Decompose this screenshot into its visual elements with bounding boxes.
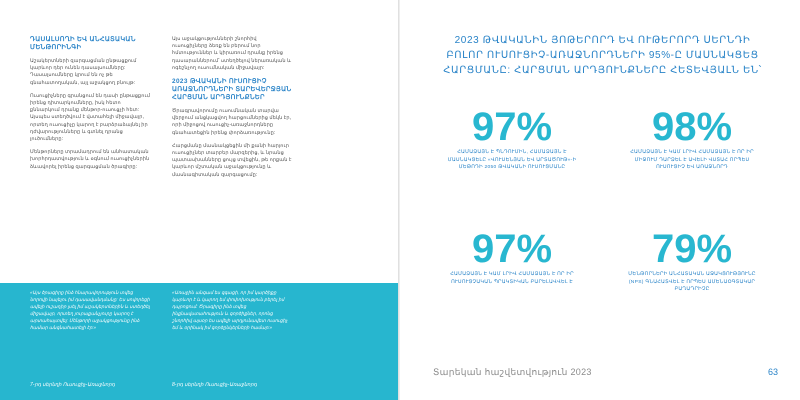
page-footer: Տարեկան հաշվետվություն 2023 — [433, 367, 592, 377]
stat-caption: ՀԱՄԱՁԱՅՆ Է ԿԱՄ ԼՐԻՎ ՀԱՄԱՁԱՅՆ Է ՈՐ ԻՐ ՈՒՍՈՒՑՉԱԿԱՆ ՊՐԱԿՏԻԿԱՆ ԲԱՐԵԼԱՎՎԵԼ Է — [450, 272, 574, 285]
body-paragraph: Մենթորները տրամադրում են անհատական խորհրդատվություն և օգնում ուսուցիչներին ձևավորել իրենց զարգացման ծրագիրը: — [30, 149, 150, 170]
body-paragraph: Ուսուցիչները գրանցում են դասի ընթացքում իրենց դիտարկումները, իսկ հետո քննարկում դրանք մենթոր-ուսուցչի հետ: Այսպես ստեղծվում է վստահելի միջավայր, որտեղ ուսուցիչը կարող է բարձրաձայնել իր դժվարությունները և գտնել դրանց լուծումները: — [30, 92, 150, 143]
testimonial-attribution: 8-րդ սերնդի Ուսուցիչ-Առաջնորդ — [172, 382, 257, 388]
stat-block — [442, 105, 582, 172]
stat-caption: ՀԱՄԱՁԱՅՆ Է ՊՆԴՈՒՄԻՆ, ՀԱՄԱՁԱՅՆ Է ՄԱՍՆԱԿՑԵԼԸ «ՎՈՒՍԵՆՅԱՆ ԵՎ ԱՐՏԱԾՈՒԹ»-Ի ՄԵԹՈԴԻ 2050 ԹՎԱԿԱՆԻ ՈՒՍՈՒՑՄԱՆԸ — [447, 150, 577, 171]
stat-block — [622, 105, 762, 172]
stat-value: 97% — [471, 227, 553, 271]
body-paragraph: Աշակերտների զարգացման ընթացքում կարևոր դեր ունեն դասալսումները: Դասալսումները կրում են ոչ թե գնահատողական, այլ աջակցող բնույթ: — [30, 58, 137, 86]
stat-caption: ՀԱՄԱՁԱՅՆ Է ԿԱՄ ԼՐԻՎ ՀԱՄԱՁԱՅՆ Է ՈՐ ԻՐ ՄԻՋՈՒՄ ԴԱՐՁԵԼ Է ԱՎԵԼԻ ՎՍՏԱՀ ՈՐՊԵՍ ՈՒՍՈՒՑԻՉ ԵՎ ԱՌԱՋՆՈՐԴ — [630, 150, 754, 171]
body-paragraph: Այս աջակցությունների շնորհիվ ուսուցիչները ձեռք են բերում նոր հմտություններ և կիրառում դրանք իրենց դասարաններում՝ ստեղծելով ներառական և ոգեշնչող ուսումնական միջավայր: — [172, 36, 292, 71]
page-number: 63 — [767, 367, 778, 377]
text-column-2 — [172, 36, 292, 185]
testimonial-quote: «Առաջին անգամ ես զգացի, որ իմ կարծիքը կարևոր է և կարող եմ փոփոխություն բերել իմ դպրոցում: Ծրագիրը ինձ տվեց ինքնավստահություն և գործիքներ, որոնց շնորհիվ այսօր ես ավելի արդյունավետ ուսուցիչ եմ և օրինակ իմ գործընկերների համար:» — [172, 290, 288, 331]
stat-value: 79% — [651, 227, 733, 271]
stat-caption: ՄԵՆԹՈՐՆԵՐԻ ԱՆՀԱՏԱԿԱՆ ԱՋԱԿՑՈՒԹՅՈՒՆԸ (NPS) ԳՆԱՀԱՏՎԵԼ Է ՈՐՊԵՍ ԱՄԵՆԱՕԳՏԱԿԱՐ ԲԱՂԱԴՐԻՉԸ — [628, 272, 756, 293]
testimonial-attribution: 7-րդ սերնդի Ուսուցիչ-Առաջնորդ — [30, 382, 115, 388]
stat-block — [622, 227, 762, 294]
body-paragraph: Ծրագրավորումը ուսումնական տարվա վերջում անցկացվող հարցումներից մեկն էր, որի միջոցով ուսուցիչ-առաջնորդները գնահատեցին իրենց փորձառությունը: — [172, 108, 292, 136]
testimonial-quote: «Այս ծրագիրը ինձ հնարավորություն տվեց նորովի նայելու իմ դասավանդմանը: Ես սովորեցի ավելի ուշադիր լսել իմ աշակերտներին և ստեղծել միջավայր, որտեղ յուրաքանչյուրը կարող է արտահայտվել: Մենթորի աջակցությունը ինձ համար անգնահատելի էր:» — [30, 290, 150, 331]
section-heading: 2023 ԹՎԱԿԱՆԻ ՈՒՍՈՒՑԻՉ ԱՌԱՋՆՈՐԴՆԵՐԻ ՏԱՐԵՎԵՐՋՅԱՆ ՀԱՐՑՄԱՆ ԱՐԴՅՈՒՆՔՆԵՐ — [172, 78, 292, 102]
stat-block — [442, 227, 582, 286]
survey-title: 2023 ԹՎԱԿԱՆԻՆ ՅՈԹԵՐՈՐԴ ԵՎ ՈՒԹԵՐՈՐԴ ՍԵՐՆԴԻ ԲՈԼՈՐ ՈՒՍՈՒՑԻՉ-ԱՌԱՋՆՈՐԴՆԵՐԻ 95%-Ը ՄԱՍՆԱԿՑԵՑ ՀԱՐՑՄԱՆԸ: ՀԱՐՑՄԱՆ ԱՐԴՅՈՒՆՔՆԵՐԸ ՀԵՏԵՎՅԱԼՆ ԵՆ՝ — [443, 35, 762, 76]
section-heading: ԴԱՍԱԼՍՈՂԻ ԵՎ ԱՆՀԱՏԱԿԱՆ ՄԵՆԹՈՐԻՆԳԻ — [30, 36, 136, 51]
stat-value: 97% — [471, 105, 553, 149]
testimonial-band — [0, 283, 400, 400]
text-column-1 — [30, 36, 150, 177]
stat-value: 98% — [651, 105, 733, 149]
body-paragraph: Հարցմանը մասնակցեցին մի քանի հարյուր ուսուցիչներ տարբեր մարզերից, և նրանց պատասխանները ցույց տվեցին, թե որքան է կարևոր մշտական աջակցությունը և մասնագիտական զարգացումը: — [172, 142, 292, 178]
